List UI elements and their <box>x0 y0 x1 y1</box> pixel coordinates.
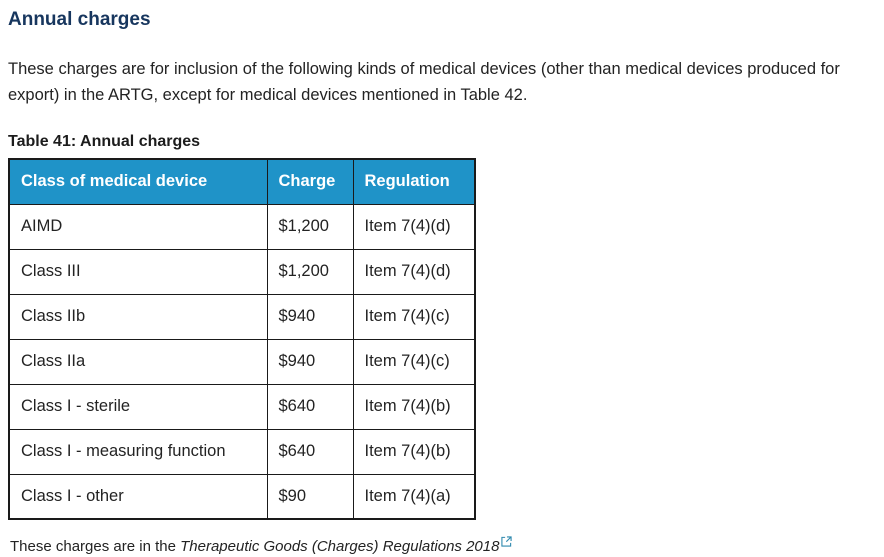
cell-class: Class IIa <box>9 339 267 384</box>
cell-regulation: Item 7(4)(a) <box>353 474 475 519</box>
table-caption: Table 41: Annual charges <box>8 133 201 150</box>
cell-class: Class I - measuring function <box>9 429 267 474</box>
regulations-link-label: Therapeutic Goods (Charges) Regulations 2018 <box>180 538 500 555</box>
cell-class: Class III <box>9 249 267 294</box>
cell-class: Class I - sterile <box>9 384 267 429</box>
cell-regulation: Item 7(4)(c) <box>353 339 475 384</box>
table-row <box>9 339 475 384</box>
regulations-link[interactable] <box>180 538 512 557</box>
table-row <box>9 429 475 474</box>
cell-charge: $1,200 <box>267 249 353 294</box>
cell-charge: $90 <box>267 474 353 519</box>
cell-regulation: Item 7(4)(b) <box>353 384 475 429</box>
table-row <box>9 294 475 339</box>
cell-charge: $640 <box>267 429 353 474</box>
column-header-charge: Charge <box>267 159 353 204</box>
cell-class: AIMD <box>9 204 267 249</box>
table-row <box>9 204 475 249</box>
external-link-icon <box>501 534 512 551</box>
intro-paragraph: These charges are for inclusion of the following kinds of medical devices (other than medical devices produced for export) in the ARTG, except for medical devices mentioned in Table 42. <box>8 60 840 104</box>
table-row <box>9 474 475 519</box>
cell-charge: $940 <box>267 294 353 339</box>
column-header-class: Class of medical device <box>9 159 267 204</box>
cell-charge: $640 <box>267 384 353 429</box>
table-row <box>9 384 475 429</box>
cell-regulation: Item 7(4)(b) <box>353 429 475 474</box>
annual-charges-table <box>8 158 476 520</box>
table-header-row <box>9 159 475 204</box>
cell-regulation: Item 7(4)(c) <box>353 294 475 339</box>
cell-charge: $940 <box>267 339 353 384</box>
footer-note <box>10 534 876 555</box>
column-header-regulation: Regulation <box>353 159 475 204</box>
table-row <box>9 249 475 294</box>
cell-class: Class IIb <box>9 294 267 339</box>
footer-prefix: These charges are in the <box>10 538 181 555</box>
cell-regulation: Item 7(4)(d) <box>353 204 475 249</box>
cell-regulation: Item 7(4)(d) <box>353 249 475 294</box>
cell-class: Class I - other <box>9 474 267 519</box>
cell-charge: $1,200 <box>267 204 353 249</box>
page-title: Annual charges <box>8 9 151 30</box>
